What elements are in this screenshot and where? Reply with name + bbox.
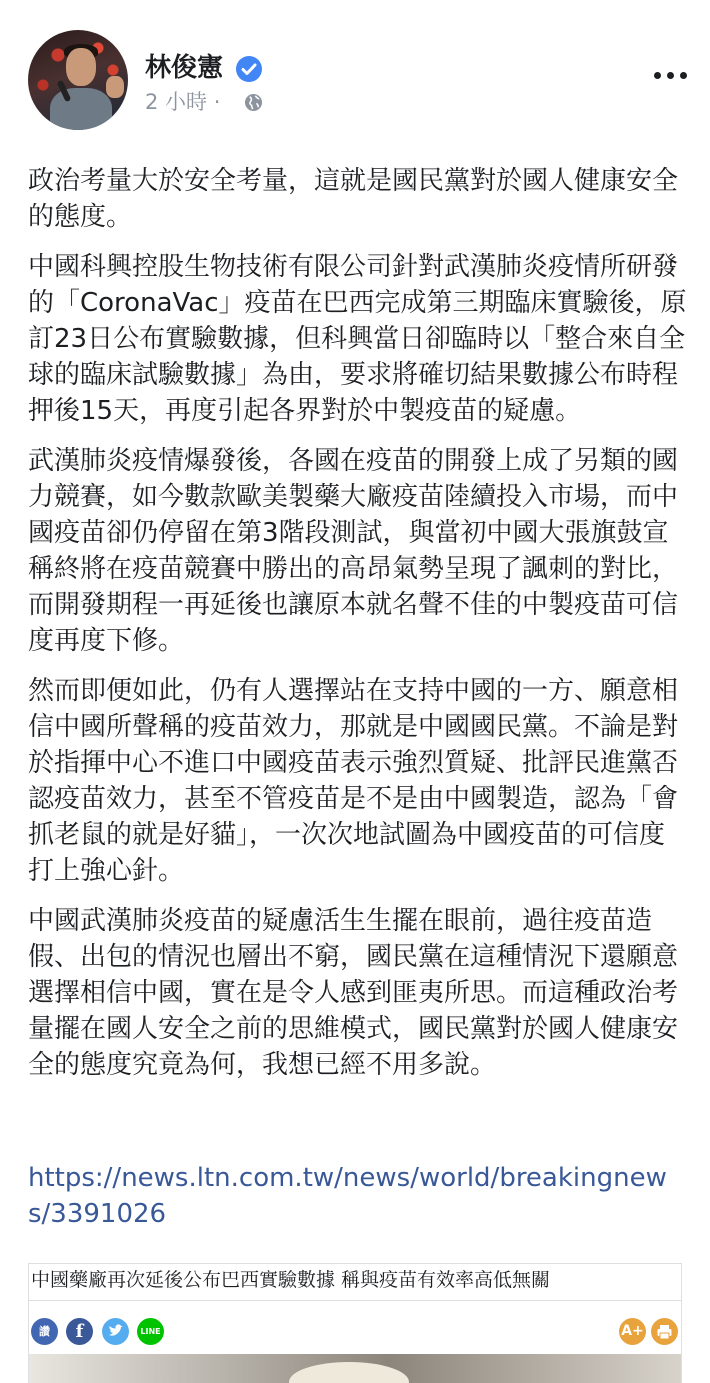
- news-link[interactable]: https://news.ltn.com.tw/news/world/breakingnews/3391026: [28, 1163, 667, 1229]
- post-header: [0, 0, 710, 150]
- globe-icon: [244, 93, 263, 112]
- line-label: LINE: [140, 1327, 161, 1336]
- preview-thumbnail[interactable]: [29, 1354, 682, 1383]
- share-toolbar: [29, 1314, 682, 1348]
- post-paragraph: 中國科興控股生物技術有限公司針對武漢肺炎疫情所研發的「CoronaVac」疫苗在巴西完成第三期臨床實驗後，原訂23日公布實驗數據，但科興當日卻臨時以「整合來自全球的臨床試驗數據」為由，要求將確切結果數據公布時程押後15天，再度引起各界對於中製疫苗的疑慮。: [28, 252, 687, 426]
- more-options-icon[interactable]: [650, 60, 690, 90]
- verified-badge-icon: [236, 56, 262, 82]
- meta-separator: ·: [213, 90, 221, 114]
- twitter-icon[interactable]: [102, 1318, 129, 1345]
- author-avatar[interactable]: [28, 30, 128, 130]
- font-size-label: A+: [621, 1323, 644, 1339]
- facebook-label: f: [75, 1321, 84, 1342]
- preview-divider: [29, 1300, 682, 1301]
- line-icon[interactable]: [137, 1318, 164, 1345]
- link-preview-card[interactable]: [28, 1263, 682, 1383]
- like-label: 讚: [39, 1325, 50, 1338]
- preview-headline[interactable]: 中國藥廠再次延後公布巴西實驗數據 稱與疫苗有效率高低無關: [31, 1269, 551, 1291]
- author-name[interactable]: 林俊憲: [145, 53, 224, 83]
- facebook-icon[interactable]: [66, 1318, 93, 1345]
- post-paragraph: 武漢肺炎疫情爆發後，各國在疫苗的開發上成了另類的國力競賽，如今數款歐美製藥大廠疫苗陸續投入市場，而中國疫苗卻仍停留在第3階段測試，與當初中國大張旗鼓宣稱終將在疫苗競賽中勝出的高昂氣勢呈現了諷刺的對比，而開發期程一再延後也讓原本就名聲不佳的中製疫苗可信度再度下修。: [28, 446, 679, 656]
- post-paragraph: 中國武漢肺炎疫苗的疑慮活生生擺在眼前，過往疫苗造假、出包的情況也層出不窮，國民黨在這種情況下還願意選擇相信中國，實在是令人感到匪夷所思。而這種政治考量擺在國人安全之前的思維模式，國民黨對於國人健康安全的態度究竟為何，我想已經不用多說。: [28, 906, 679, 1080]
- post-body: [28, 163, 688, 1097]
- post-time[interactable]: 2 小時: [145, 90, 208, 114]
- post-meta: [145, 88, 220, 116]
- post-paragraph: 然而即便如此，仍有人選擇站在支持中國的一方、願意相信中國所聲稱的疫苗效力，那就是中國國民黨。不論是對於指揮中心不進口中國疫苗表示強烈質疑、批評民進黨否認疫苗效力，甚至不管疫苗是不是由中國製造，認為「會抓老鼠的就是好貓」，一次次地試圖為中國疫苗的可信度打上強心針。: [28, 676, 679, 886]
- post-paragraph: 政治考量大於安全考量，這就是國民黨對於國人健康安全的態度。: [28, 166, 679, 232]
- font-size-icon[interactable]: [619, 1318, 646, 1345]
- like-icon[interactable]: [31, 1318, 58, 1345]
- print-icon[interactable]: [651, 1318, 678, 1345]
